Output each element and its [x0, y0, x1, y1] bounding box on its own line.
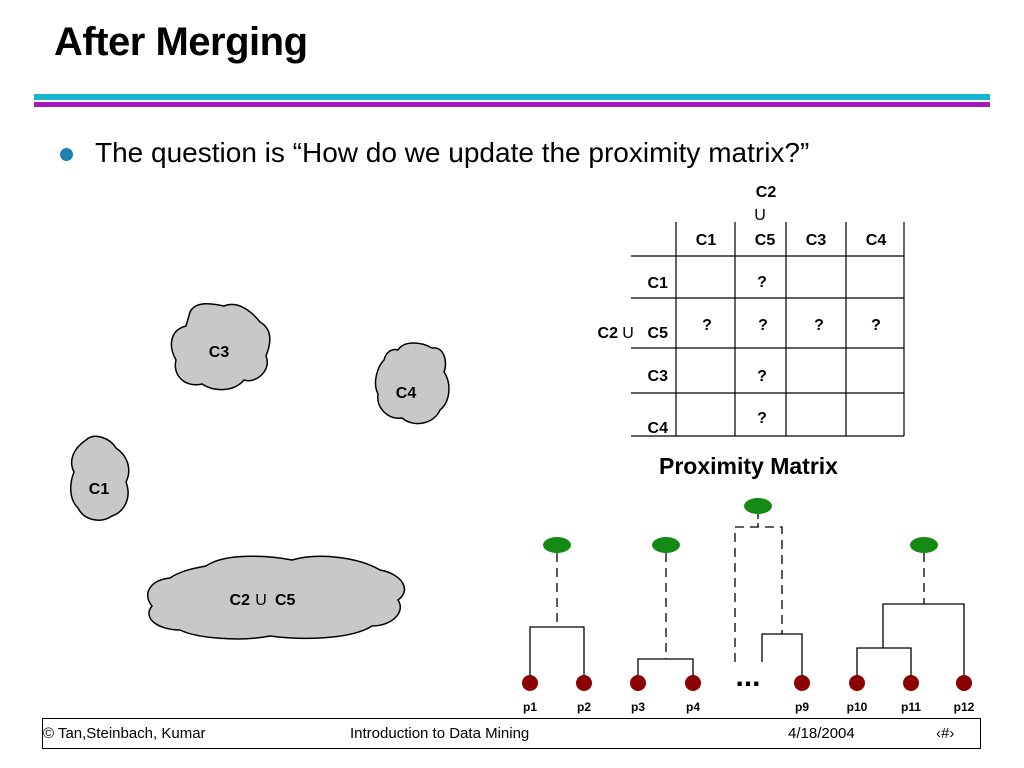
matrix-text — [598, 184, 887, 437]
leaf-label-p11: p11 — [900, 700, 921, 714]
cluster-c4-shape — [376, 343, 449, 424]
col-header-c4: C4 — [865, 232, 887, 249]
row-header-c4: C4 — [647, 420, 668, 437]
row-header-c3: C3 — [647, 368, 668, 385]
leaf-label-p10: p10 — [846, 700, 868, 714]
cluster-c4-label: C4 — [395, 385, 417, 402]
cluster-c3-label: C3 — [208, 344, 230, 361]
col-header-c1: C1 — [695, 232, 717, 249]
proximity-matrix-title: Proximity Matrix — [659, 453, 838, 479]
leaf-label-p2: p2 — [576, 700, 591, 714]
cluster-c2-c5-label-b: C5 — [275, 592, 296, 609]
col-header-union: U — [754, 207, 766, 224]
col-header-c5: C5 — [754, 232, 776, 249]
cluster-c2-c5-label-a: C2 — [229, 592, 250, 609]
slide-footer — [42, 718, 981, 749]
row-header-c2: C2 — [597, 325, 618, 342]
footer-page-number: ‹#› — [936, 725, 955, 742]
cell-c3-c25: ? — [757, 368, 767, 385]
row-header-c1: C1 — [647, 275, 668, 292]
cluster-root-nodes — [543, 498, 938, 553]
row-header-c5: C5 — [647, 325, 668, 342]
col-header-c2: C2 — [755, 184, 777, 201]
cell-c25-c4: ? — [871, 317, 881, 334]
footer-date: 4/18/2004 — [788, 725, 855, 742]
dendrogram-ellipsis: ... — [735, 660, 761, 693]
cell-c25-c25: ? — [758, 317, 768, 334]
leaf-label-p9: p9 — [794, 700, 809, 714]
footer-authors: © Tan,Steinbach, Kumar — [43, 725, 206, 742]
leaf-label-p3: p3 — [630, 700, 645, 714]
leaf-label-p1: p1 — [522, 700, 537, 714]
bullet-text: The question is “How do we update the proximity matrix?” — [95, 137, 810, 168]
cell-c4-c25: ? — [757, 410, 767, 427]
cluster-c1-shape — [71, 436, 129, 520]
dendrogram-lines — [530, 514, 964, 683]
col-header-c3: C3 — [805, 232, 827, 249]
cell-c25-c1: ? — [702, 317, 712, 334]
leaf-label-p12: p12 — [953, 700, 975, 714]
cluster-c1-label: C1 — [88, 481, 110, 498]
cell-c25-c3: ? — [814, 317, 824, 334]
row-header-union: U — [622, 325, 634, 342]
leaf-label-p4: p4 — [685, 700, 700, 714]
footer-course: Introduction to Data Mining — [350, 725, 530, 742]
slide-title: After Merging — [54, 20, 308, 64]
cell-c1-c25: ? — [757, 274, 767, 291]
cluster-c2-c5-union: U — [255, 592, 267, 609]
